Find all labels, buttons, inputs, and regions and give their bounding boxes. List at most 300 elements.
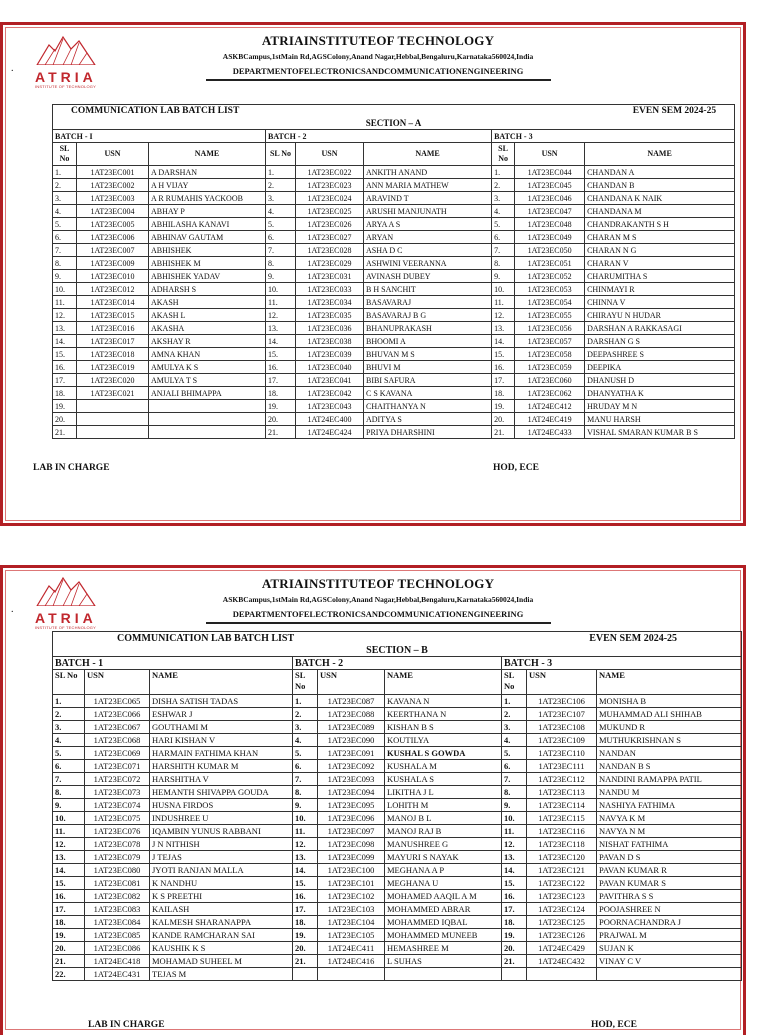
institute-logo (35, 35, 105, 89)
name-cell: ADHARSH S (149, 283, 266, 296)
sl-cell: 11. (293, 825, 318, 838)
usn-cell: 1AT23EC026 (296, 218, 364, 231)
name-cell: TEJAS M (150, 968, 293, 981)
usn-cell: 1AT23EC007 (77, 244, 149, 257)
table-row (53, 309, 735, 322)
name-cell: CHARAN N G (585, 244, 735, 257)
name-cell: BASAVARAJ (364, 296, 492, 309)
name-cell: CHANDAN A (585, 166, 735, 179)
col-usn: USN (296, 143, 364, 166)
sl-cell: 18. (53, 916, 85, 929)
name-cell: HARI KISHAN V (150, 734, 293, 747)
sl-cell: 8. (293, 786, 318, 799)
usn-cell: 1AT23EC004 (77, 205, 149, 218)
institute-name: ATRIAINSTITUTEOF TECHNOLOGY (261, 33, 495, 48)
usn-cell: 1AT24EC419 (515, 413, 585, 426)
usn-cell: 1AT23EC034 (296, 296, 364, 309)
name-cell (149, 426, 266, 439)
name-cell: AVINASH DUBEY (364, 270, 492, 283)
usn-cell: 1AT23EC074 (85, 799, 150, 812)
sl-cell: 14. (492, 335, 515, 348)
sl-cell: 19. (502, 929, 527, 942)
institute-address: ASKBCampus,1stMain Rd,AGSColony,Anand Nagar,Hebbal,Bengaluru,Karnataka560024,India (222, 52, 534, 61)
name-cell: NANDU M (597, 786, 742, 799)
name-cell: PRAJWAL M (597, 929, 742, 942)
table-row (53, 348, 735, 361)
usn-cell: 1AT23EC069 (85, 747, 150, 760)
sl-cell: 1. (266, 166, 296, 179)
sl-cell: 13. (492, 322, 515, 335)
name-cell (597, 968, 742, 981)
usn-cell: 1AT23EC111 (527, 760, 597, 773)
col-usn: USN (527, 670, 597, 695)
name-cell: MEGHANA A P (385, 864, 502, 877)
name-cell: MANUSHREE G (385, 838, 502, 851)
sl-cell: 4. (502, 734, 527, 747)
usn-cell: 1AT23EC043 (296, 400, 364, 413)
sl-cell: 12. (293, 838, 318, 851)
table-row (53, 426, 735, 439)
name-cell: J N NITHISH (150, 838, 293, 851)
stray-mark: . (11, 63, 14, 74)
name-cell: ABHINAV GAUTAM (149, 231, 266, 244)
sl-cell: 19. (492, 400, 515, 413)
name-cell: PRIYA DHARSHINI (364, 426, 492, 439)
name-cell: DEEPIKA (585, 361, 735, 374)
usn-cell: 1AT23EC025 (296, 205, 364, 218)
usn-cell: 1AT24EC400 (296, 413, 364, 426)
name-cell: BHUVAN M S (364, 348, 492, 361)
sl-cell: 14. (293, 864, 318, 877)
usn-cell: 1AT23EC125 (527, 916, 597, 929)
sl-cell: 17. (492, 374, 515, 387)
name-cell: AKASH L (149, 309, 266, 322)
batch-sheet-section-b (0, 565, 746, 1035)
name-cell: HUSNA FIRDOS (150, 799, 293, 812)
name-cell (385, 968, 502, 981)
table-row (53, 192, 735, 205)
usn-cell: 1AT23EC065 (85, 695, 150, 708)
sl-cell: 7. (492, 244, 515, 257)
sl-cell: 20. (502, 942, 527, 955)
usn-cell: 1AT23EC042 (296, 387, 364, 400)
col-sl: SL No (293, 670, 318, 695)
sl-cell: 7. (293, 773, 318, 786)
atria-emblem-icon (35, 576, 97, 606)
col-sl: SL No (266, 143, 296, 166)
name-cell: KUSHALA M (385, 760, 502, 773)
usn-cell: 1AT23EC081 (85, 877, 150, 890)
usn-cell: 1AT23EC068 (85, 734, 150, 747)
usn-cell: 1AT23EC080 (85, 864, 150, 877)
name-cell: K NANDHU (150, 877, 293, 890)
sl-cell: 2. (502, 708, 527, 721)
usn-cell: 1AT23EC028 (296, 244, 364, 257)
col-name: NAME (385, 670, 502, 695)
stray-mark: . (11, 604, 14, 615)
usn-cell: 1AT23EC031 (296, 270, 364, 283)
name-cell: DEEPASHREE S (585, 348, 735, 361)
name-cell: ESHWAR J (150, 708, 293, 721)
batch-table-section-a (52, 104, 735, 439)
col-name: NAME (364, 143, 492, 166)
usn-cell: 1AT23EC076 (85, 825, 150, 838)
usn-cell: 1AT23EC101 (318, 877, 385, 890)
name-cell: ABHAY P (149, 205, 266, 218)
sl-cell: 5. (266, 218, 296, 231)
sl-cell: 21. (53, 955, 85, 968)
section-label: SECTION – B (53, 644, 742, 657)
table-row (53, 361, 735, 374)
name-cell: ANKITH ANAND (364, 166, 492, 179)
table-row (53, 734, 742, 747)
sl-cell: 10. (502, 812, 527, 825)
usn-cell: 1AT23EC060 (515, 374, 585, 387)
usn-cell: 1AT23EC010 (77, 270, 149, 283)
usn-cell: 1AT23EC009 (77, 257, 149, 270)
table-row (53, 721, 742, 734)
sl-cell: 4. (53, 205, 77, 218)
name-cell: C S KAVANA (364, 387, 492, 400)
table-row (53, 283, 735, 296)
name-cell: MAYURI S NAYAK (385, 851, 502, 864)
name-cell: VISHAL SMARAN KUMAR B S (585, 426, 735, 439)
name-cell: LOHITH M (385, 799, 502, 812)
name-cell: AMULYA T S (149, 374, 266, 387)
batch-1-label: BATCH - I (53, 130, 266, 143)
sl-cell: 18. (502, 916, 527, 929)
name-cell: AMNA KHAN (149, 348, 266, 361)
usn-cell: 1AT23EC038 (296, 335, 364, 348)
name-cell: CHIRAYU N HUDAR (585, 309, 735, 322)
usn-cell: 1AT23EC044 (515, 166, 585, 179)
sl-cell: 22. (53, 968, 85, 981)
table-row (53, 864, 742, 877)
sl-cell: 21. (293, 955, 318, 968)
usn-cell: 1AT23EC084 (85, 916, 150, 929)
usn-cell: 1AT23EC071 (85, 760, 150, 773)
name-cell: HEMASHREE M (385, 942, 502, 955)
usn-cell: 1AT23EC114 (527, 799, 597, 812)
sl-cell: 10. (492, 283, 515, 296)
usn-cell: 1AT24EC424 (296, 426, 364, 439)
usn-cell: 1AT23EC092 (318, 760, 385, 773)
usn-cell: 1AT23EC109 (527, 734, 597, 747)
name-cell: DARSHAN A RAKKASAGI (585, 322, 735, 335)
usn-cell: 1AT23EC098 (318, 838, 385, 851)
col-name: NAME (149, 143, 266, 166)
name-cell: SUJAN K (597, 942, 742, 955)
sl-cell: 5. (53, 218, 77, 231)
usn-cell: 1AT23EC056 (515, 322, 585, 335)
name-cell: MUHAMMAD ALI SHIHAB (597, 708, 742, 721)
logo-wordmark: ATRIA (35, 610, 97, 626)
sl-cell: 7. (502, 773, 527, 786)
sl-cell: 18. (53, 387, 77, 400)
usn-cell: 1AT23EC104 (318, 916, 385, 929)
name-cell: KAILASH (150, 903, 293, 916)
sl-cell: 3. (266, 192, 296, 205)
name-cell: CHARUMITHA S (585, 270, 735, 283)
sl-cell: 3. (293, 721, 318, 734)
table-row (53, 968, 742, 981)
sl-cell: 15. (492, 348, 515, 361)
usn-cell: 1AT23EC005 (77, 218, 149, 231)
sl-cell: 2. (293, 708, 318, 721)
usn-cell: 1AT23EC045 (515, 179, 585, 192)
sl-cell: 11. (53, 825, 85, 838)
usn-cell: 1AT23EC122 (527, 877, 597, 890)
col-usn: USN (85, 670, 150, 695)
usn-cell: 1AT23EC072 (85, 773, 150, 786)
sl-cell: 15. (266, 348, 296, 361)
sl-cell: 20. (293, 942, 318, 955)
name-cell: VINAY C V (597, 955, 742, 968)
table-row (53, 825, 742, 838)
sl-cell: 21. (266, 426, 296, 439)
name-cell: NANDAN (597, 747, 742, 760)
name-cell: MEGHANA U (385, 877, 502, 890)
name-cell: CHINMAYI R (585, 283, 735, 296)
batch-sheet-section-a (0, 22, 746, 526)
table-row (53, 903, 742, 916)
table-row (53, 786, 742, 799)
sl-cell: 2. (53, 708, 85, 721)
usn-cell: 1AT23EC017 (77, 335, 149, 348)
usn-cell: 1AT23EC102 (318, 890, 385, 903)
name-cell: L SUHAS (385, 955, 502, 968)
sl-cell: 12. (53, 838, 85, 851)
name-cell: NANDAN B S (597, 760, 742, 773)
semester-label: EVEN SEM 2024-25 (492, 105, 735, 118)
sl-cell: 2. (53, 179, 77, 192)
table-row (53, 257, 735, 270)
name-cell: KEERTHANA N (385, 708, 502, 721)
name-cell: PAVAN KUMAR R (597, 864, 742, 877)
sl-cell: 7. (53, 773, 85, 786)
sl-cell: 14. (266, 335, 296, 348)
sl-cell: 3. (53, 721, 85, 734)
sl-cell: 19. (293, 929, 318, 942)
table-row (53, 296, 735, 309)
table-row (53, 413, 735, 426)
sl-cell: 1. (502, 695, 527, 708)
table-row (53, 838, 742, 851)
sl-cell: 10. (293, 812, 318, 825)
usn-cell: 1AT23EC103 (318, 903, 385, 916)
sl-cell: 19. (266, 400, 296, 413)
section-label: SECTION – A (53, 117, 735, 130)
usn-cell: 1AT23EC094 (318, 786, 385, 799)
col-sl: SL No (492, 143, 515, 166)
batch-1-label: BATCH - 1 (53, 657, 293, 670)
sl-cell: 19. (53, 929, 85, 942)
usn-cell: 1AT23EC014 (77, 296, 149, 309)
usn-cell: 1AT24EC416 (318, 955, 385, 968)
sl-cell: 16. (53, 890, 85, 903)
usn-cell: 1AT23EC062 (515, 387, 585, 400)
sl-cell: 9. (492, 270, 515, 283)
sl-cell: 17. (293, 903, 318, 916)
usn-cell: 1AT23EC055 (515, 309, 585, 322)
usn-cell: 1AT23EC096 (318, 812, 385, 825)
institute-logo (35, 576, 105, 630)
table-row (53, 890, 742, 903)
table-row (53, 205, 735, 218)
table-row (53, 374, 735, 387)
name-cell: HARSHITH KUMAR M (150, 760, 293, 773)
name-cell: CHARAN M S (585, 231, 735, 244)
usn-cell: 1AT23EC124 (527, 903, 597, 916)
usn-cell: 1AT24EC433 (515, 426, 585, 439)
name-cell: CHANDANA M (585, 205, 735, 218)
usn-cell: 1AT24EC432 (527, 955, 597, 968)
list-title-row (53, 632, 742, 645)
sl-cell (502, 968, 527, 981)
name-cell: NISHAT FATHIMA (597, 838, 742, 851)
sl-cell: 19. (53, 400, 77, 413)
usn-cell: 1AT23EC006 (77, 231, 149, 244)
usn-cell: 1AT23EC024 (296, 192, 364, 205)
sl-cell: 17. (502, 903, 527, 916)
usn-cell: 1AT23EC001 (77, 166, 149, 179)
usn-cell: 1AT23EC108 (527, 721, 597, 734)
table-row (53, 851, 742, 864)
sl-cell: 16. (53, 361, 77, 374)
name-cell: MONISHA B (597, 695, 742, 708)
usn-cell: 1AT24EC418 (85, 955, 150, 968)
usn-cell (77, 413, 149, 426)
usn-cell: 1AT23EC118 (527, 838, 597, 851)
sl-cell: 3. (53, 192, 77, 205)
table-row (53, 166, 735, 179)
name-cell: ADITYA S (364, 413, 492, 426)
name-cell: ABHISHEK YADAV (149, 270, 266, 283)
name-cell: HARMAIN FATHIMA KHAN (150, 747, 293, 760)
sl-cell: 13. (266, 322, 296, 335)
sl-cell: 14. (502, 864, 527, 877)
table-row (53, 335, 735, 348)
name-cell: KUSHALA S (385, 773, 502, 786)
name-cell: A R RUMAHIS YACKOOB (149, 192, 266, 205)
name-cell: DHANUSH D (585, 374, 735, 387)
batch-header-row (53, 657, 742, 670)
usn-cell: 1AT24EC412 (515, 400, 585, 413)
name-cell: IQAMBIN YUNUS RABBANI (150, 825, 293, 838)
usn-cell: 1AT23EC058 (515, 348, 585, 361)
usn-cell: 1AT23EC078 (85, 838, 150, 851)
name-cell: ARUSHI MANJUNATH (364, 205, 492, 218)
name-cell: HEMANTH SHIVAPPA GOUDA (150, 786, 293, 799)
name-cell: KALMESH SHARANAPPA (150, 916, 293, 929)
sl-cell: 8. (266, 257, 296, 270)
name-cell: MANU HARSH (585, 413, 735, 426)
institute-address: ASKBCampus,1stMain Rd,AGSColony,Anand Nagar,Hebbal,Bengaluru,Karnataka560024,India (222, 595, 534, 604)
sl-cell: 7. (53, 244, 77, 257)
header-underline (206, 79, 551, 81)
table-row (53, 760, 742, 773)
sl-cell: 13. (502, 851, 527, 864)
usn-cell: 1AT23EC041 (296, 374, 364, 387)
name-cell: KAUSHIK K S (150, 942, 293, 955)
sl-cell: 18. (293, 916, 318, 929)
usn-cell: 1AT24EC429 (527, 942, 597, 955)
sl-cell: 1. (293, 695, 318, 708)
usn-cell: 1AT23EC087 (318, 695, 385, 708)
sl-cell: 21. (492, 426, 515, 439)
sl-cell: 5. (492, 218, 515, 231)
usn-cell: 1AT23EC020 (77, 374, 149, 387)
usn-cell: 1AT23EC088 (318, 708, 385, 721)
name-cell: CHINNA V (585, 296, 735, 309)
sl-cell: 20. (492, 413, 515, 426)
usn-cell: 1AT23EC066 (85, 708, 150, 721)
usn-cell: 1AT23EC039 (296, 348, 364, 361)
usn-cell: 1AT23EC050 (515, 244, 585, 257)
name-cell: MOHAMMED MUNEEB (385, 929, 502, 942)
sl-cell: 11. (502, 825, 527, 838)
sl-cell: 20. (53, 942, 85, 955)
sl-cell: 17. (266, 374, 296, 387)
usn-cell: 1AT23EC003 (77, 192, 149, 205)
sl-cell: 15. (293, 877, 318, 890)
hod-label: HOD, ECE (493, 463, 539, 473)
hod-label: HOD, ECE (591, 1020, 637, 1030)
sl-cell: 18. (266, 387, 296, 400)
table-row (53, 270, 735, 283)
sl-cell: 20. (53, 413, 77, 426)
col-sl: SL No (53, 143, 77, 166)
section-row (53, 644, 742, 657)
usn-cell: 1AT23EC059 (515, 361, 585, 374)
sl-cell: 5. (53, 747, 85, 760)
sl-cell: 16. (502, 890, 527, 903)
name-cell: MUKUND R (597, 721, 742, 734)
usn-cell (77, 426, 149, 439)
sl-cell: 12. (266, 309, 296, 322)
usn-cell: 1AT23EC048 (515, 218, 585, 231)
name-cell: PAVAN D S (597, 851, 742, 864)
usn-cell: 1AT23EC035 (296, 309, 364, 322)
sl-cell: 6. (492, 231, 515, 244)
sl-cell: 15. (53, 877, 85, 890)
table-row (53, 942, 742, 955)
name-cell: NANDINI RAMAPPA PATIL (597, 773, 742, 786)
usn-cell: 1AT23EC019 (77, 361, 149, 374)
col-usn: USN (515, 143, 585, 166)
usn-cell: 1AT23EC040 (296, 361, 364, 374)
sl-cell: 2. (492, 179, 515, 192)
sl-cell: 1. (53, 166, 77, 179)
name-cell: KISHAN B S (385, 721, 502, 734)
logo-tagline: INSTITUTE OF TECHNOLOGY (35, 625, 96, 630)
sl-cell: 1. (492, 166, 515, 179)
usn-cell: 1AT23EC054 (515, 296, 585, 309)
sl-cell: 13. (293, 851, 318, 864)
usn-cell: 1AT23EC002 (77, 179, 149, 192)
sl-cell: 15. (53, 348, 77, 361)
usn-cell: 1AT23EC113 (527, 786, 597, 799)
table-row (53, 747, 742, 760)
col-sl: SL No (53, 670, 85, 695)
usn-cell: 1AT23EC052 (515, 270, 585, 283)
sl-cell (293, 968, 318, 981)
name-cell: LIKITHA J L (385, 786, 502, 799)
name-cell: ANN MARIA MATHEW (364, 179, 492, 192)
usn-cell: 1AT23EC073 (85, 786, 150, 799)
usn-cell: 1AT23EC116 (527, 825, 597, 838)
name-cell: MOHAMMED IQBAL (385, 916, 502, 929)
